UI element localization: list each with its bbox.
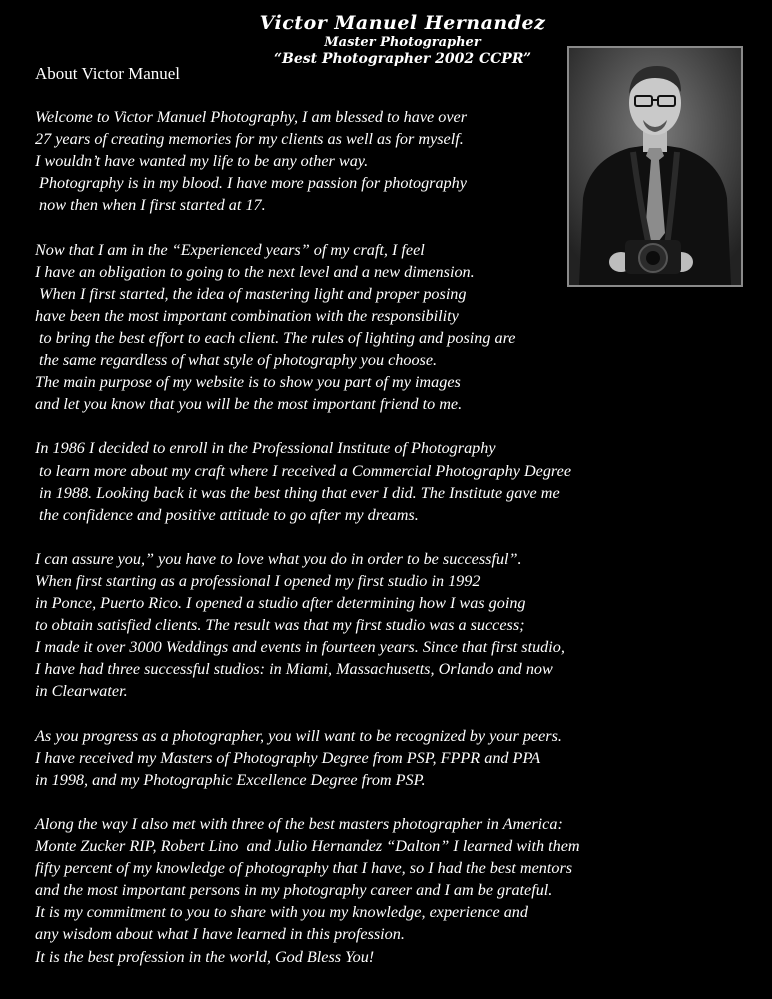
paragraph-line: Photography is in my blood. I have more passion for photography (35, 174, 467, 193)
paragraph-line: It is the best profession in the world, God Bless You! (35, 947, 375, 966)
paragraph-line: now then when I first started at 17. (35, 196, 266, 215)
page-header (230, 12, 575, 68)
about-paragraph (35, 437, 715, 525)
paragraph-line: and let you know that you will be the most important friend to me. (35, 395, 463, 414)
paragraph-line: Along the way I also met with three of the best masters photographer in America: (35, 815, 563, 833)
paragraph-line: I have received my Masters of Photography Degree from PSP, FPPR and PPA (35, 748, 541, 767)
about-paragraph (35, 725, 715, 791)
paragraph-line: the same regardless of what style of photography you choose. (35, 351, 438, 370)
paragraph-line: As you progress as a photographer, you will want to be recognized by your peers. (35, 726, 562, 745)
paragraph-line: in Clearwater. (35, 682, 128, 701)
paragraph-line: When first starting as a professional I opened my first studio in 1992 (35, 571, 481, 590)
paragraph-line: When I first started, the idea of mastering light and proper posing (35, 284, 467, 303)
paragraph-line: I wouldn’t have wanted my life to be any other way. (35, 152, 369, 171)
paragraph-line: to learn more about my craft where I received a Commercial Photography Degree (35, 461, 572, 480)
paragraph-line: to bring the best effort to each client. The rules of lighting and posing are (35, 328, 516, 347)
paragraph-line: It is my commitment to you to share with you my knowledge, experience and (35, 903, 528, 922)
paragraph-line: have been the most important combination with the responsibility (35, 306, 459, 325)
paragraph-line: I can assure you,” you have to love what you do in order to be successful”. (35, 549, 522, 568)
paragraph-line: in 1998, and my Photographic Excellence Degree from PSP. (35, 770, 426, 789)
paragraph-line: Monte Zucker RIP, Robert Lino and Julio Hernandez “Dalton” I learned with them (35, 837, 580, 856)
paragraph-line: any wisdom about what I have learned in this profession. (35, 925, 405, 944)
about-heading: About Victor Manuel (35, 64, 181, 83)
about-paragraph (35, 813, 715, 968)
paragraph-line: I have an obligation to going to the next level and a new dimension. (35, 262, 475, 281)
photographer-award: “Best Photographer 2002 CCPR” (273, 51, 532, 67)
paragraph-line: the confidence and positive attitude to go after my dreams. (35, 505, 419, 524)
about-paragraph (35, 548, 715, 703)
paragraph-line: to obtain satisfied clients. The result was that my first studio was a success; (35, 616, 525, 635)
paragraph-line: Welcome to Victor Manuel Photography, I am blessed to have over (35, 108, 468, 126)
about-paragraph (35, 106, 715, 216)
about-body (35, 106, 715, 990)
photographer-title: Master Photographer (324, 35, 481, 50)
paragraph-line: In 1986 I decided to enroll in the Professional Institute of Photography (35, 439, 496, 458)
paragraph-line: in 1988. Looking back it was the best thing that ever I did. The Institute gave me (35, 483, 560, 502)
paragraph-line: I made it over 3000 Weddings and events in fourteen years. Since that first studio, (35, 638, 565, 657)
paragraph-line: I have had three successful studios: in Miami, Massachusetts, Orlando and now (35, 660, 553, 679)
paragraph-line: and the most important persons in my photography career and I am be grateful. (35, 881, 553, 900)
paragraph-line: 27 years of creating memories for my clients as well as for myself. (35, 130, 464, 149)
about-paragraph (35, 239, 715, 416)
paragraph-line: Now that I am in the “Experienced years” of my craft, I feel (35, 240, 425, 259)
photographer-name: Victor Manuel Hernandez (259, 12, 546, 34)
paragraph-line: The main purpose of my website is to show you part of my images (35, 373, 461, 392)
paragraph-line: fifty percent of my knowledge of photography that I have, so I had the best mentors (35, 859, 573, 878)
paragraph-line: in Ponce, Puerto Rico. I opened a studio after determining how I was going (35, 594, 526, 613)
